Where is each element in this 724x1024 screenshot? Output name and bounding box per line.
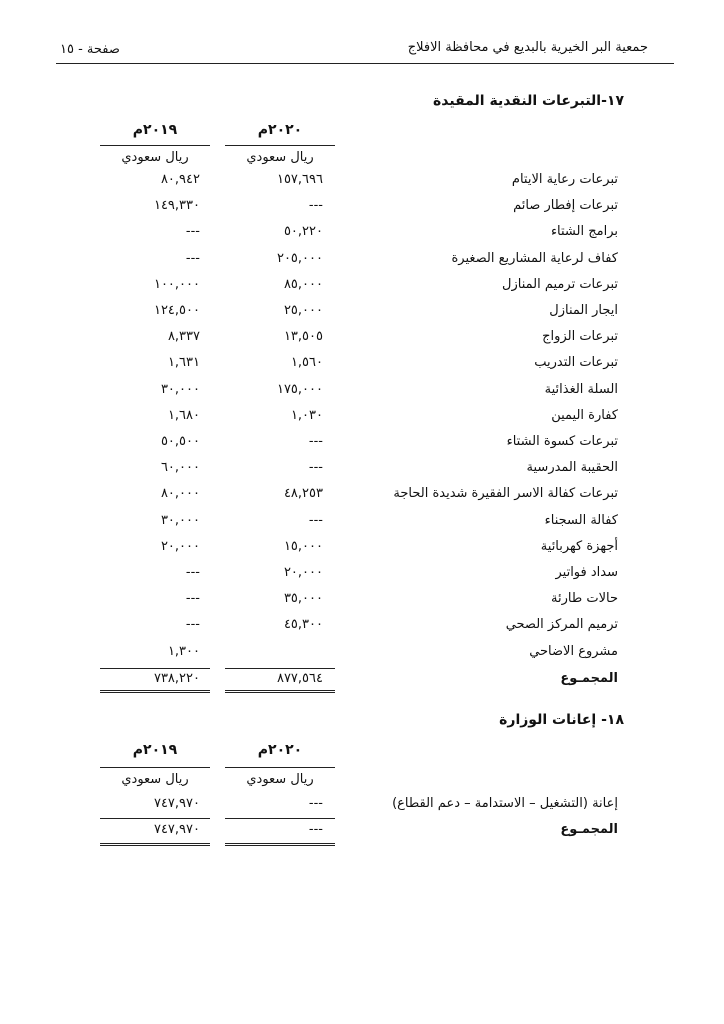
col-unit-2020-s18: ريال سعودي [225, 767, 335, 787]
row-value-2019: --- [185, 617, 200, 632]
row-value-2020: --- [308, 513, 323, 528]
s18-total-label: المجمـوع [560, 822, 618, 837]
row-value-2019: ١,٦٣١ [167, 355, 200, 370]
s18-subtotal-rule-2020 [225, 818, 335, 819]
row-value-2020: ١٥,٠٠٠ [283, 539, 323, 554]
row-label: أجهزة كهربائية [540, 539, 618, 554]
row-value-2019: ١,٦٨٠ [167, 408, 200, 423]
subtotal-rule-2020 [225, 668, 335, 669]
row-label: كفاف لرعاية المشاريع الصغيرة [451, 251, 618, 266]
col-unit-2019-s18: ريال سعودي [100, 767, 210, 787]
row-value-2019: ٨,٣٣٧ [167, 329, 200, 344]
col-year-2020-s18: ٢٠٢٠م [257, 742, 303, 758]
row-label: تبرعات التدريب [534, 355, 618, 370]
row-value-2019: --- [185, 224, 200, 239]
page-number: صفحة - ١٥ [60, 42, 120, 57]
row-value-2019: ٢٠,٠٠٠ [160, 539, 200, 554]
header-divider [56, 63, 674, 64]
organization-title: جمعية البر الخيرية بالبديع في محافظة الافلاج [407, 40, 648, 55]
row-value-2019: ٦٠,٠٠٠ [160, 460, 200, 475]
total-double-rule-2020 [225, 690, 335, 693]
section-18-title: ١٨- إعانات الوزارة [499, 712, 624, 728]
row-label: الحقيبة المدرسية [526, 460, 618, 475]
row-label: كفالة السجناء [544, 513, 618, 528]
row-value-2019: --- [185, 251, 200, 266]
row-value-2020: ١٥٧,٦٩٦ [276, 172, 323, 187]
row-label: تبرعات رعاية الايتام [511, 172, 618, 187]
ministry-grant-2020: --- [308, 796, 323, 811]
row-value-2020: ٢٠٥,٠٠٠ [276, 251, 323, 266]
row-value-2020: ١٣,٥٠٥ [283, 329, 323, 344]
row-label: حالات طارئة [551, 591, 618, 606]
row-label: مشروع الاضاحي [529, 644, 618, 659]
s18-subtotal-rule-2019 [100, 818, 210, 819]
ministry-grant-2019: ٧٤٧,٩٧٠ [153, 796, 200, 811]
total-double-rule-2019 [100, 690, 210, 693]
row-value-2019: ١٤٩,٣٣٠ [153, 198, 200, 213]
row-value-2019: ٣٠,٠٠٠ [160, 513, 200, 528]
total-2020: ٨٧٧,٥٦٤ [276, 671, 323, 686]
row-value-2019: ١,٣٠٠ [167, 644, 200, 659]
row-value-2019: ٣٠,٠٠٠ [160, 382, 200, 397]
row-label: تبرعات إفطار صائم [513, 198, 618, 213]
row-label: كفارة اليمين [551, 408, 618, 423]
row-label: برامج الشتاء [550, 224, 618, 239]
row-value-2020: ٢٥,٠٠٠ [283, 303, 323, 318]
total-2019: ٧٣٨,٢٢٠ [153, 671, 200, 686]
row-value-2019: --- [185, 591, 200, 606]
row-value-2020: --- [308, 460, 323, 475]
s18-total-2019: ٧٤٧,٩٧٠ [153, 822, 200, 837]
row-value-2019: ١٠٠,٠٠٠ [153, 277, 200, 292]
section-17-title: ١٧-التبرعات النقدية المقيدة [433, 93, 624, 109]
row-value-2020: ٣٥,٠٠٠ [283, 591, 323, 606]
col-unit-2019: ريال سعودي [100, 145, 210, 165]
row-value-2020: --- [308, 198, 323, 213]
row-label: تبرعات كسوة الشتاء [506, 434, 618, 449]
row-label: السلة الغذائية [544, 382, 618, 397]
row-label: تبرعات ترميم المنازل [502, 277, 618, 292]
row-value-2020: ٥٠,٢٢٠ [283, 224, 323, 239]
row-label: ايجار المنازل [549, 303, 618, 318]
col-year-2020: ٢٠٢٠م [257, 122, 303, 138]
subtotal-rule-2019 [100, 668, 210, 669]
s18-total-2020: --- [308, 822, 323, 837]
row-value-2020: ١,٠٣٠ [290, 408, 323, 423]
total-label: المجمـوع [560, 671, 618, 686]
ministry-grant-label: إعانة (التشغيل – الاستدامة – دعم القطاع) [392, 796, 618, 811]
row-value-2020: ١,٥٦٠ [290, 355, 323, 370]
row-value-2020: --- [308, 434, 323, 449]
col-year-2019-s18: ٢٠١٩م [132, 742, 178, 758]
col-unit-2020: ريال سعودي [225, 145, 335, 165]
row-label: سداد فواتير [555, 565, 618, 580]
row-value-2020: ٤٨,٢٥٣ [283, 486, 323, 501]
row-value-2020: ٢٠,٠٠٠ [283, 565, 323, 580]
row-value-2019: ٥٠,٥٠٠ [160, 434, 200, 449]
row-label: ترميم المركز الصحي [505, 617, 618, 632]
col-year-2019: ٢٠١٩م [132, 122, 178, 138]
row-value-2020: ٤٥,٣٠٠ [283, 617, 323, 632]
row-label: تبرعات الزواج [542, 329, 618, 344]
row-value-2019: ٨٠,٠٠٠ [160, 486, 200, 501]
row-value-2019: ٨٠,٩٤٢ [160, 172, 200, 187]
row-value-2019: ١٢٤,٥٠٠ [153, 303, 200, 318]
row-value-2020: ١٧٥,٠٠٠ [276, 382, 323, 397]
row-value-2020: ٨٥,٠٠٠ [283, 277, 323, 292]
s18-total-double-rule-2020 [225, 843, 335, 846]
s18-total-double-rule-2019 [100, 843, 210, 846]
row-label: تبرعات كفالة الاسر الفقيرة شديدة الحاجة [393, 486, 618, 501]
row-value-2019: --- [185, 565, 200, 580]
